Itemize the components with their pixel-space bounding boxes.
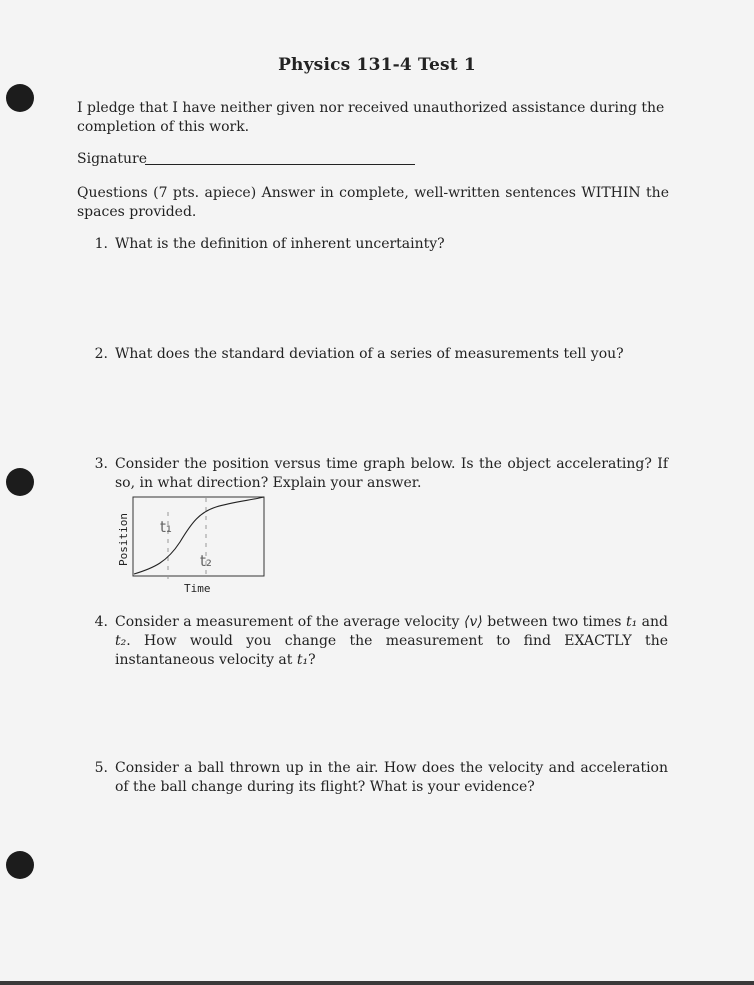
- binder-hole-middle: [6, 468, 34, 496]
- question-2-number: 2.: [94, 346, 108, 362]
- graph-frame: [133, 497, 264, 576]
- page-title: Physics 131-4 Test 1: [278, 55, 476, 75]
- question-5-text: Consider a ball thrown up in the air. How does the velocity and acceleration of the ball change during its flight? What is your evidence?: [115, 760, 668, 795]
- question-3-text: Consider the position versus time graph below. Is the object accelerating? If so, in what direction? Explain your answer.: [115, 456, 668, 491]
- position-time-graph: [112, 492, 272, 602]
- position-curve: [134, 497, 264, 574]
- question-4-number: 4.: [94, 614, 108, 630]
- x-axis-label: Time: [184, 582, 211, 595]
- signature-label: Signature: [77, 151, 148, 167]
- pledge-statement: I pledge that I have neither given nor received unauthorized assistance during the completion of this work.: [77, 100, 665, 135]
- question-1-number: 1.: [94, 236, 108, 252]
- instructions: Questions (7 pts. apiece) Answer in complete, well-written sentences WITHIN the spaces provided.: [77, 185, 669, 220]
- question-5-number: 5.: [94, 760, 108, 776]
- binder-hole-top: [6, 84, 34, 112]
- y-axis-label: Position: [117, 513, 130, 566]
- question-2-text: What does the standard deviation of a series of measurements tell you?: [115, 346, 624, 362]
- scan-bottom-edge: [0, 981, 754, 985]
- question-3-number: 3.: [94, 456, 108, 472]
- question-4-text: Consider a measurement of the average velocity ⟨v⟩ between two times t₁ and t₂. How would you change the measurement to find EXACTLY the instantaneous velocity at t₁?: [115, 614, 668, 668]
- binder-hole-bottom: [6, 851, 34, 879]
- signature-line[interactable]: [145, 164, 415, 165]
- t2-annotation: t₂: [200, 552, 212, 570]
- question-1-text: What is the definition of inherent uncertainty?: [115, 236, 445, 252]
- t1-annotation: t₁: [160, 518, 172, 536]
